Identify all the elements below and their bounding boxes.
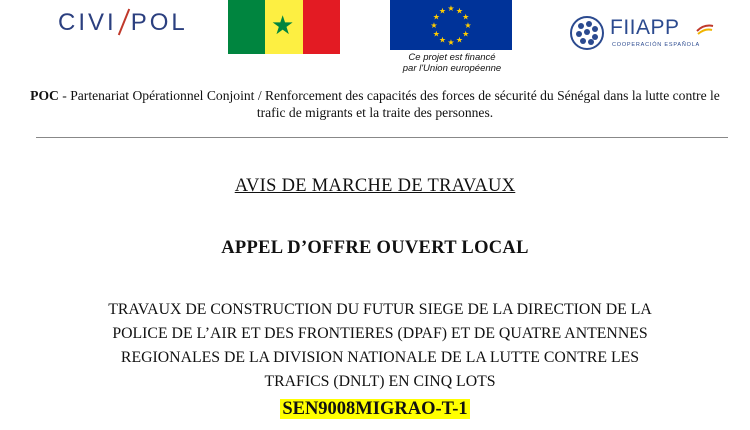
senegal-flag-red-band xyxy=(303,0,340,54)
header-divider xyxy=(36,137,728,138)
eu-caption-line2: par l'Union européenne xyxy=(402,63,502,74)
appel-title: APPEL D’OFFRE OUVERT LOCAL xyxy=(221,238,529,258)
civipol-logo-left: CIVI xyxy=(58,9,117,36)
eu-funding-caption xyxy=(388,52,516,74)
eu-star-icon: ★ xyxy=(438,6,447,16)
eu-star-icon: ★ xyxy=(447,38,455,47)
fiiapp-logo xyxy=(568,14,718,54)
eu-star-icon: ★ xyxy=(447,4,455,13)
eu-star-icon: ★ xyxy=(438,35,447,45)
eu-star-icon: ★ xyxy=(432,29,440,39)
senegal-flag xyxy=(228,0,340,54)
travaux-description: TRAVAUX DE CONSTRUCTION DU FUTUR SIEGE DE LA DIRECTION DE LA POLICE DE L’AIR ET DES FRONTIERES (DPAF) ET DE QUATRE ANTENNES REGIONALES DE LA DIVISION NATIONALE DE LA LUTTE CONTRE LES TRAFICS (DNLT) EN CINQ LOTS xyxy=(108,301,652,390)
eu-flag xyxy=(390,0,512,50)
fiiapp-name: FIIAPP xyxy=(610,16,680,39)
poc-acronym: POC xyxy=(30,88,59,103)
eu-star-icon: ★ xyxy=(455,6,464,16)
eu-star-icon: ★ xyxy=(455,35,464,45)
eu-caption-line1: Ce projet est financé xyxy=(408,52,496,63)
cooperacion-swoosh-icon xyxy=(696,22,714,36)
senegal-star-icon: ★ xyxy=(271,11,295,40)
reference-code: SEN9008MIGRAO-T-1 xyxy=(282,399,468,419)
fiiapp-globe-icon xyxy=(568,14,606,52)
eu-star-icon: ★ xyxy=(464,21,472,30)
civipol-slash xyxy=(118,9,130,36)
senegal-flag-green-band xyxy=(228,0,265,54)
eu-star-icon: ★ xyxy=(462,29,470,39)
eu-star-icon: ★ xyxy=(462,12,470,22)
avis-title: AVIS DE MARCHE DE TRAVAUX xyxy=(234,176,516,196)
eu-star-icon: ★ xyxy=(430,21,438,30)
eu-star-icon: ★ xyxy=(432,12,440,22)
eu-stars-ring xyxy=(390,0,512,50)
fiiapp-tagline: COOPERACIÓN ESPAÑOLA xyxy=(612,42,701,48)
poc-description xyxy=(30,87,720,121)
reference-code-wrapper xyxy=(0,399,750,420)
poc-text: - Partenariat Opérationnel Conjoint / Renforcement des capacités des forces de sécurité du Sénégal dans la lutte contre le trafic de migrants et la traite des personnes. xyxy=(58,88,720,120)
civipol-logo xyxy=(58,8,188,37)
civipol-logo-right: POL xyxy=(130,9,188,36)
